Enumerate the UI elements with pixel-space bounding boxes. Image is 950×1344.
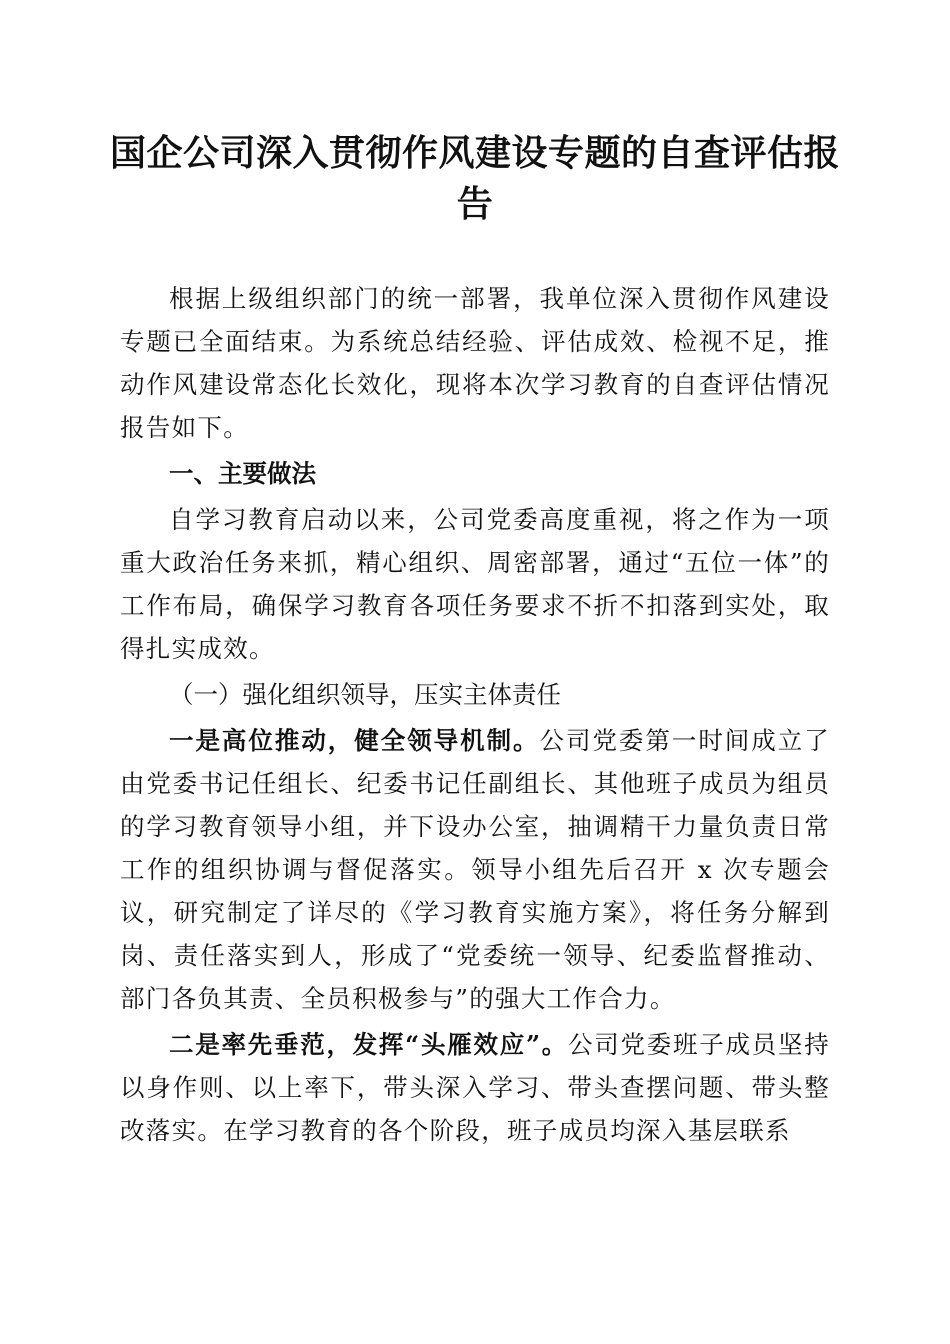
item-lead-1: 一是高位推动，健全领导机制。 bbox=[169, 726, 540, 755]
section-heading: 一、主要做法 bbox=[169, 459, 316, 488]
item-lead-2: 二是率先垂范，发挥“头雁效应”。 bbox=[169, 1030, 569, 1059]
item-text-1: 公司党委第一时间成立了由党委书记任组长、纪委书记任副组长、其他班子成员为组员的学习教育领导小组，并下设办公室，抽调精干力量负责日常工作的组织协调与督促落实。领导小组先后召开 x 次专题会议，研究制定了详尽的《学习教育实施方案》，将任务分解到岗、责任落实到人，形成了“党委统一领导、纪委监督推动、部门各负其责、全员积极参与”的强大工作合力。 bbox=[120, 726, 830, 1013]
item-paragraph-1 bbox=[120, 719, 830, 1020]
subsection-heading: （一）强化组织领导，压实主体责任 bbox=[169, 680, 561, 709]
item-text-2: 公司党委班子成员坚持以身作则、以上率下，带头深入学习、带头查摆问题、带头整改落实。在学习教育的各个阶段，班子成员均深入基层联系 bbox=[120, 1030, 831, 1145]
document-body bbox=[120, 277, 830, 1152]
intro-paragraph: 根据上级组织部门的统一部署，我单位深入贯彻作风建设专题已全面结束。为系统总结经验、评估成效、检视不足，推动作风建设常态化长效化，现将本次学习教育的自查评估情况报告如下。 bbox=[120, 284, 830, 442]
document-title: 国企公司深入贯彻作风建设专题的自查评估报告 bbox=[110, 132, 841, 225]
item-paragraph-2 bbox=[120, 1023, 830, 1152]
section-paragraph: 自学习教育启动以来，公司党委高度重视，将之作为一项重大政治任务来抓，精心组织、周密部署，通过“五位一体”的工作布局，确保学习教育各项任务要求不折不扣落到实处，取得扎实成效。 bbox=[120, 505, 830, 663]
